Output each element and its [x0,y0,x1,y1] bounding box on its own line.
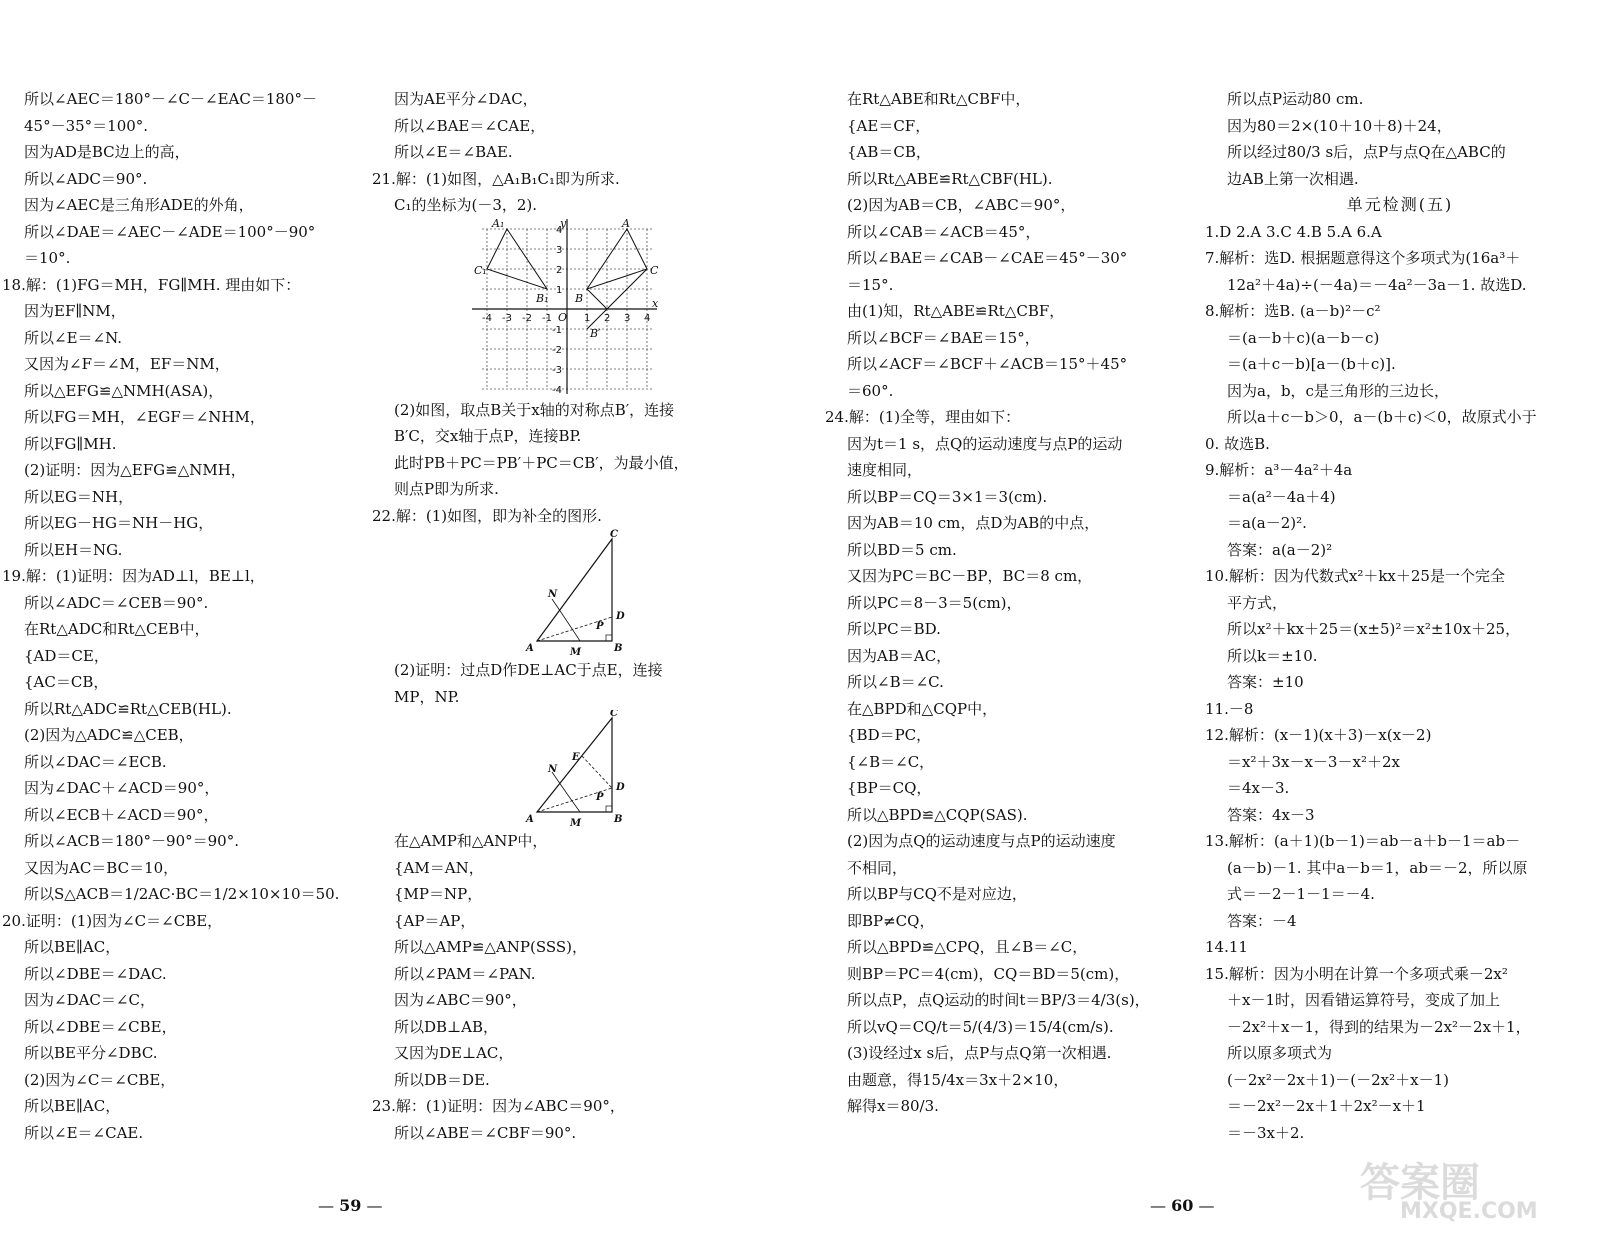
triangle-abc [587,229,647,289]
text-line: (a－b)－1. 其中a－b＝1，ab＝－2，所以原 [1227,858,1528,877]
text-line: 13.解析：(a＋1)(b－1)＝ab－a＋b－1＝ab－ [1205,832,1521,850]
text-line: {BP＝CQ， [847,779,932,797]
text-line: {BD＝PC， [847,726,932,744]
coordinate-grid-figure [402,219,772,397]
text-line: 所以∠DAE＝∠AEC－∠ADE＝100°－90° [24,222,316,241]
tri1-label-c: C [610,529,618,540]
text-line: 所以∠E＝∠CAE. [24,1123,144,1142]
text-line: 所以∠ABE＝∠CBF＝90°. [394,1123,577,1142]
watermark-url: MXQE.COM [1400,1199,1538,1224]
text-line: 所以∠ADC＝∠CEB＝90°. [24,593,209,612]
tri2-label-n: N [548,764,558,775]
text-line: 14.11 [1205,938,1248,956]
text-line: 23.解：(1)证明：因为∠ABC＝90°， [372,1097,625,1115]
text-line: 所以原多项式为 [1227,1044,1333,1062]
text-line: 所以点P运动80 cm. [1227,90,1364,108]
text-line: (2)因为△ADC≌△CEB， [24,726,194,744]
text-line: (2)因为∠C＝∠CBE， [24,1070,176,1089]
tick-y: 2 [556,264,563,276]
segment-bp [587,289,607,309]
text-line: ＝(a＋c－b)[a－(b＋c)]. [1227,355,1396,373]
text-line: 所以a＋c－b＞0，a－(b＋c)＜0，故原式小于 [1227,408,1537,426]
tick-x: 3 [624,312,631,324]
watermark-logo [1360,1151,1570,1231]
text-line: 解得x＝80/3. [847,1097,939,1115]
text-line: 所以S△ACB＝1/2AC·BC＝1/2×10×10＝50. [24,885,340,903]
tri2-label-e: E [572,752,580,763]
text-line: 所以EG－HG＝NH－HG， [24,514,214,532]
text-line: 在Rt△ADC和Rt△CEB中， [24,620,210,638]
tick-y: 3 [556,244,563,256]
label-a1: A₁ [492,218,505,230]
tick-x: 1 [584,312,591,324]
tick-y: 1 [556,284,563,296]
text-line: C₁的坐标为(－3，2). [394,196,538,214]
text-line: 12.解析：(x－1)(x＋3)－x(x－2) [1205,726,1432,744]
text-line: 答案：±10 [1227,673,1304,691]
text-line: 不相同， [847,858,908,877]
text-line: (2)证明：过点D作DE⊥AC于点E，连接 [394,661,663,679]
text-line: 7.解析：选D. 根据题意得这个多项式为(16a³＋ [1205,249,1521,267]
text-line: 则BP＝PC＝4(cm)，CQ＝BD＝5(cm)， [847,964,1130,983]
text-line: 由题意，得15/4x＝3x＋2×10， [847,1070,1069,1089]
text-line: 又因为PC＝BC－BP，BC＝8 cm， [847,567,1093,585]
text-line: 因为∠ABC＝90°， [394,991,527,1009]
text-line: 平方式， [1227,593,1288,612]
tick-x: -1 [542,312,552,324]
text-line: 所以∠CAB＝∠ACB＝45°， [847,222,1041,241]
text-line: 45°－35°＝100°. [24,116,149,135]
text-line: 10.解析：因为代数式x²＋kx＋25是一个完全 [1205,567,1505,585]
col2-top-text [372,86,772,219]
tri2-label-c: C [610,710,618,719]
text-line: 9.解析：a³－4a²＋4a [1205,461,1353,479]
tick-x: -4 [482,312,492,324]
tri1-label-b: B [614,643,623,654]
text-line: {AD＝CE， [24,646,109,665]
text-line: 所以点P，点Q运动的时间t＝BP/3＝4/3(s)， [847,991,1150,1009]
text-line: {AE＝CF， [847,116,931,135]
text-line: 由(1)知，Rt△ABE≌Rt△CBF， [847,302,1065,320]
label-b1: B₁ [536,291,549,305]
text-line: 所以BE平分∠DBC. [24,1044,158,1062]
text-line: 在△AMP和△ANP中， [394,832,548,850]
text-line: 则点P即为所求. [394,480,499,498]
tri2-label-p: P [596,792,604,803]
text-line: 所以BP与CQ不是对应边， [847,885,1027,903]
text-line: 所以∠PAM＝∠PAN. [394,964,536,983]
text-line: 所以△BPD≌△CQP(SAS). [847,805,1028,824]
section-heading: 单元检测(五) [1346,195,1454,214]
text-line: {AP＝AP， [394,911,476,930]
text-line: 速度相同， [847,461,923,479]
text-line: {AC＝CB， [24,673,109,691]
text-line: ＝－3x＋2. [1227,1123,1305,1142]
tri1-label-n: N [548,589,558,600]
label-y: y [560,218,567,230]
tri1-label-p: P [596,621,604,632]
text-line: 所以经过80/3 s后，点P与点Q在△ABC的 [1227,143,1506,161]
text-line: {MP＝NP， [394,885,483,903]
text-line: 因为AE平分∠DAC， [394,90,538,108]
text-line: 因为AD是BC边上的高， [24,143,190,161]
watermark-text: 答案圈 [1360,1160,1480,1206]
text-line: 所以∠BAE＝∠CAE， [394,116,546,135]
label-c: C [650,263,659,277]
text-line: 20.证明：(1)因为∠C＝∠CBE， [2,911,223,930]
text-line: ＋x－1时，因看错运算符号，变成了加上 [1227,991,1501,1009]
text-line: 8.解析：选B. (a－b)²－c² [1205,302,1381,320]
text-line: ＝(a－b＋c)(a－b－c) [1227,328,1380,347]
text-line: ＝15°. [847,275,894,294]
text-line: 所以∠BAE＝∠CAB－∠CAE＝45°－30° [847,249,1128,267]
text-line: (2)因为AB＝CB，∠ABC＝90°， [847,196,1076,214]
text-line: (3)设经过x s后，点P与点Q第一次相遇. [847,1044,1112,1062]
text-line: 所以DB⊥AB， [394,1017,499,1036]
text-line: 答案：a(a－2)² [1227,540,1333,559]
column-3 [825,86,1195,1120]
text-line: 所以EH＝NG. [24,540,123,559]
text-line: 式＝－2－1－1＝－4. [1227,885,1375,903]
text-line: ＝60°. [847,381,894,400]
tri2-label-b: B [614,814,623,825]
text-line: 所以∠ECB＋∠ACD＝90°， [24,805,219,824]
text-line: 1.D 2.A 3.C 4.B 5.A 6.A [1205,222,1382,241]
triangle-a1b1c1 [487,229,547,289]
text-line: 所以∠E＝∠BAE. [394,143,513,161]
tick-y: -2 [552,344,562,356]
text-line: 所以△EFG≌△NMH(ASA)， [24,381,224,400]
tick-y: -1 [552,324,562,336]
text-line: 因为AB＝10 cm，点D为AB的中点， [847,514,1100,532]
column-2 [372,86,772,1146]
text-line: 所以BD＝5 cm. [847,540,957,559]
text-line: 因为AB＝AC， [847,646,952,665]
tri2-label-a: A [526,814,534,825]
col2-mid2-text [372,657,772,710]
segment-cbprime [587,269,647,329]
text-line: (－2x²－2x＋1)－(－2x²＋x－1) [1227,1070,1449,1089]
text-line: 12a²＋4a)÷(－4a)＝－4a²－3a－1. 故选D. [1227,275,1527,294]
text-line: 因为∠DAC＝∠C， [24,991,155,1009]
text-line: 所以vQ＝CQ/t＝5/(4/3)＝15/4(cm/s). [847,1017,1114,1036]
label-b: B [575,291,584,305]
text-line: 所以∠ADC＝90°. [24,169,148,188]
grid-svg [472,219,662,397]
text-line: 因为t＝1 s，点Q的运动速度与点P的运动 [847,434,1123,453]
tri1-label-a: A [526,643,534,654]
text-line: B′C，交x轴于点P，连接BP. [394,427,582,445]
text-line: 所以DB＝DE. [394,1070,490,1089]
tri2-label-m: M [570,818,582,828]
tri1-label-m: M [570,647,582,657]
line-de [582,756,612,788]
text-line: 19.解：(1)证明：因为AD⊥l，BE⊥l， [2,567,265,585]
text-line: 所以∠BCF＝∠BAE＝15°， [847,328,1040,347]
text-line: 21.解：(1)如图，△A₁B₁C₁即为所求. [372,169,620,188]
text-line: {∠B＝∠C， [847,752,935,771]
text-line: ＝4x－3. [1227,779,1290,797]
text-line: 所以x²＋kx＋25＝(x±5)²＝x²±10x＋25， [1227,620,1521,638]
tick-x: 4 [644,312,651,324]
text-line: 所以BE∥AC， [24,1097,121,1115]
text-line: 又因为AC＝BC＝10， [24,858,179,877]
tri2-label-d: D [616,782,625,793]
text-line: 22.解：(1)如图，即为补全的图形. [372,506,602,525]
text-line: 所以PC＝8－3＝5(cm)， [847,593,1022,612]
text-line: MP，NP. [394,687,460,706]
text-line: 所以BE∥AC， [24,938,121,956]
text-line: 所以∠B＝∠C. [847,673,944,691]
label-c1: C₁ [474,263,487,277]
right-angle-mark-2 [606,806,612,812]
text-line: ＝a(a－2)². [1227,514,1307,532]
triangle-figure-2 [402,710,772,828]
page-number-right: — 60 — [1150,1196,1215,1215]
text-line: {AB＝CB， [847,143,931,161]
text-line: 所以∠ACF＝∠BCF＋∠ACB＝15°＋45° [847,355,1128,373]
text-line: 所以∠DAC＝∠ECB. [24,752,167,771]
text-line: 所以∠E＝∠N. [24,328,123,347]
text-line: 所以k＝±10. [1227,646,1318,665]
text-line: 所以∠DBE＝∠DAC. [24,964,167,983]
page-number-left: — 59 — [318,1196,383,1215]
text-line: ＝－2x²－2x＋1＋2x²－x＋1 [1227,1097,1426,1115]
text-line: 因为EF∥NM， [24,302,126,320]
page-number-left-value: 59 [339,1196,362,1215]
text-line: (2)因为点Q的运动速度与点P的运动速度 [847,832,1116,850]
text-line: 答案：4x－3 [1227,805,1315,824]
text-line: ＝a(a²－4a＋4) [1227,487,1336,506]
text-line: 所以Rt△ABE≌Rt△CBF(HL). [847,169,1053,188]
text-line: 所以∠DBE＝∠CBE， [24,1017,177,1036]
tick-x: 2 [604,312,611,324]
text-line: 11.－8 [1205,699,1254,718]
label-o: O [558,310,568,324]
tick-y: 4 [556,224,563,236]
text-line: 因为∠DAC＋∠ACD＝90°， [24,779,220,797]
text-line: 答案：－4 [1227,911,1297,930]
text-line: －2x²＋x－1，得到的结果为－2x²－2x＋1， [1227,1017,1531,1036]
text-line: 所以Rt△ADC≌Rt△CEB(HL). [24,699,232,718]
text-line: 0. 故选B. [1205,434,1270,453]
column-1 [2,86,362,1146]
text-line: 因为a，b，c是三角形的三边长， [1227,381,1449,400]
text-line: 此时PB＋PC＝PB′＋PC＝CB′，为最小值， [394,453,689,472]
text-line: 所以PC＝BD. [847,620,941,638]
tick-y: -4 [552,384,562,396]
text-line: 15.解析：因为小明在计算一个多项式乘－2x² [1205,964,1508,983]
tick-x: -3 [502,312,512,324]
triangle-svg-1 [522,529,642,657]
tick-y: -3 [552,364,562,376]
text-line: (2)证明：因为△EFG≌△NMH， [24,461,246,479]
tri1-label-d: D [616,611,625,622]
text-line: (2)如图，取点B关于x轴的对称点B′，连接 [394,400,675,419]
text-line: 所以△AMP≌△ANP(SSS)， [394,938,587,956]
text-line: 24.解：(1)全等，理由如下： [825,408,1021,426]
label-x: x [652,296,659,310]
text-line: 所以∠AEC＝180°－∠C－∠EAC＝180°－ [24,90,317,108]
text-line: 在Rt△ABE和Rt△CBF中， [847,90,1031,108]
text-line: 所以∠ACB＝180°－90°＝90°. [24,832,239,850]
text-line: 所以FG∥MH. [24,434,117,453]
text-line: 所以EG＝NH， [24,487,134,506]
text-line: 因为80＝2×(10＋10＋8)＋24， [1227,116,1452,135]
triangle-svg-2 [522,710,642,828]
label-a: A [622,218,630,230]
text-line: 边AB上第一次相遇. [1227,169,1359,188]
text-line: 又因为DE⊥AC， [394,1044,514,1062]
text-line: 所以BP＝CQ＝3×1＝3(cm). [847,487,1048,506]
text-line: ＝10°. [24,249,71,267]
text-line: 所以△BPD≌△CPQ，且∠B＝∠C， [847,938,1088,956]
col2-mid-text [372,397,772,530]
text-line: 因为∠AEC是三角形ADE的外角， [24,196,254,214]
page-number-right-value: 60 [1171,1196,1194,1215]
text-line: 又因为∠F＝∠M，EF＝NM， [24,355,230,373]
text-line: {AM＝AN， [394,858,484,877]
text-line: 所以FG＝MH，∠EGF＝∠NHM， [24,408,265,426]
column-4 [1205,86,1595,1146]
text-line: ＝x²＋3x－x－3－x²＋2x [1227,752,1400,771]
right-angle-mark [606,635,612,641]
col2-bottom-text [372,828,772,1146]
triangle-figure-1 [402,529,772,657]
text-line: 在△BPD和△CQP中， [847,699,998,718]
text-line: 即BP≠CQ， [847,911,935,930]
tick-x: -2 [522,312,532,324]
text-line: 18.解：(1)FG＝MH，FG∥MH. 理由如下： [2,275,301,294]
label-bprime: B′ [590,326,601,340]
